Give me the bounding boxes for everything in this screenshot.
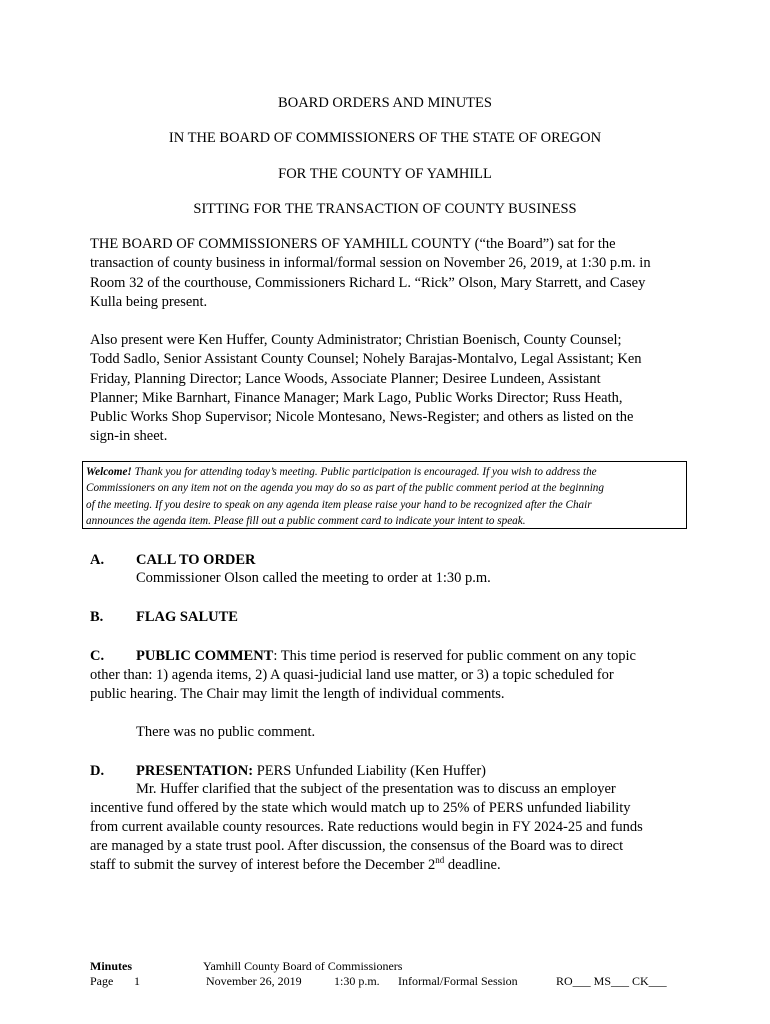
attendees-line: Friday, Planning Director; Lance Woods, Associate Planner; Desiree Lundeen, Assistant (90, 370, 601, 387)
footer-initials: RO___ MS___ CK___ (556, 974, 667, 988)
section-c-note: There was no public comment. (136, 724, 316, 740)
notice-welcome: Welcome! (86, 466, 132, 478)
notice-line-3: of the meeting. If you desire to speak on any agenda item please raise your hand to be recognized after the Chair (86, 498, 592, 511)
footer-time: 1:30 p.m. (334, 974, 380, 988)
section-d-line-1: Mr. Huffer clarified that the subject of the presentation was to discuss an employer (136, 781, 616, 797)
section-d-line-2: incentive fund offered by the state which would match up to 25% of PERS unfunded liability (90, 800, 631, 816)
section-b-letter: B. (90, 609, 104, 625)
section-d-title (136, 762, 486, 780)
notice-line-4: announces the agenda item. Please fill out a public comment card to indicate your intent to speak. (86, 514, 526, 527)
section-b-title (136, 608, 238, 626)
intro-line: Room 32 of the courthouse, Commissioners Richard L. “Rick” Olson, Mary Starrett, and Casey (90, 274, 646, 291)
section-c-line-2: other than: 1) agenda items, 2) A quasi-judicial land use matter, or 3) a topic scheduled for (90, 667, 614, 683)
notice-line-1: Thank you for attending today’s meeting. Public participation is encouraged. If you wish to address the (131, 466, 597, 478)
attendees-line: Planner; Mike Barnhart, Finance Manager; Mark Lago, Public Works Director; Russ Heath, (90, 389, 623, 406)
attendees-line: Todd Sadlo, Senior Assistant County Counsel; Nohely Barajas-Montalvo, Legal Assistant; Ken (90, 351, 642, 368)
notice-line (86, 464, 682, 480)
footer-session: Informal/Formal Session (398, 974, 518, 988)
footer-date: November 26, 2019 (206, 974, 302, 988)
notice-line-2: Commissioners on any item not on the agenda you may do so as part of the public comment period at the beginning (86, 482, 604, 495)
section-c-title-text: PUBLIC COMMENT (136, 648, 274, 664)
section-d-line-5 (90, 856, 690, 875)
attendees-line: sign-in sheet. (90, 428, 168, 445)
section-d-title-rest: PERS Unfunded Liability (Ken Huffer) (253, 763, 486, 779)
public-participation-notice (82, 461, 687, 529)
section-a-title-text: CALL TO ORDER (136, 552, 256, 568)
footer-page-label: Page (90, 974, 114, 988)
section-a-title (136, 551, 256, 569)
attendees-line: Also present were Ken Huffer, County Administrator; Christian Boenisch, County Counsel; (90, 332, 622, 348)
section-d-line-3: from current available county resources. Rate reductions would begin in FY 2024-25 and funds (90, 819, 643, 835)
header-title: BOARD ORDERS AND MINUTES (278, 95, 492, 111)
section-d-line-4: are managed by a state trust pool. After discussion, the consensus of the Board was to direct (90, 838, 624, 854)
footer-minutes-text: Minutes (90, 959, 132, 973)
section-c-line-3: public hearing. The Chair may limit the length of individual comments. (90, 686, 505, 702)
section-c-letter: C. (90, 648, 105, 664)
section-c-title-rest: : This time period is reserved for public comment on any topic (273, 648, 636, 664)
section-d-line-5-pre: staff to submit the survey of interest before the December 2 (90, 857, 436, 873)
header-county-line: FOR THE COUNTY OF YAMHILL (278, 166, 492, 182)
header-board-line: IN THE BOARD OF COMMISSIONERS OF THE STATE OF OREGON (168, 130, 602, 146)
intro-paragraph (90, 235, 690, 312)
header-business-line: SITTING FOR THE TRANSACTION OF COUNTY BUSINESS (193, 201, 577, 217)
section-a-body: Commissioner Olson called the meeting to order at 1:30 p.m. (136, 570, 491, 586)
footer-org: Yamhill County Board of Commissioners (203, 959, 403, 973)
section-d-title-text: PRESENTATION: (136, 763, 254, 779)
section-d-body (90, 799, 690, 875)
section-d-letter: D. (90, 763, 105, 779)
attendees-paragraph (90, 331, 690, 447)
attendees-line: Public Works Shop Supervisor; Nicole Montesano, News-Register; and others as listed on the (90, 409, 634, 426)
section-b-title-text: FLAG SALUTE (136, 609, 238, 625)
section-c-title (136, 647, 636, 665)
footer-minutes-label (90, 959, 132, 974)
section-a-letter: A. (90, 552, 105, 568)
section-d-line-5-post: deadline. (444, 857, 501, 873)
intro-line: transaction of county business in informal/formal session on November 26, 2019, at 1:30 p.m. in (90, 255, 651, 272)
intro-line: Kulla being present. (90, 293, 208, 310)
footer-page-number: 1 (134, 974, 140, 988)
section-c-body (90, 666, 690, 704)
section-d-line-5-sup: nd (435, 855, 445, 866)
intro-line: THE BOARD OF COMMISSIONERS OF YAMHILL COUNTY (“the Board”) sat for the (90, 236, 616, 252)
